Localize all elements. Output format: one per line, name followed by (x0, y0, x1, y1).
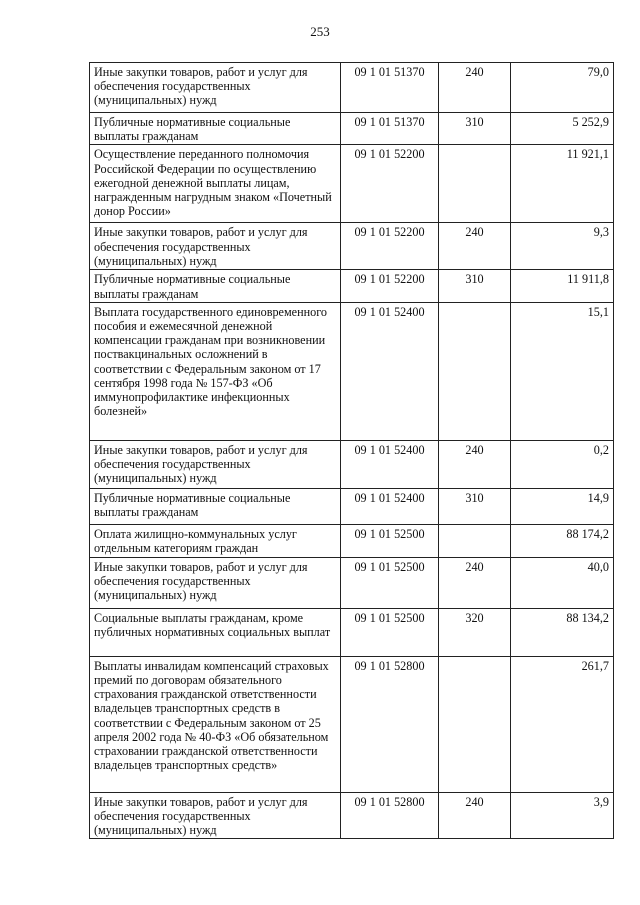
row-code: 09 1 01 52200 (341, 270, 439, 302)
table-row (90, 270, 614, 302)
row-name: Публичные нормативные социальные выплаты гражданам (90, 488, 341, 524)
row-code: 09 1 01 52500 (341, 608, 439, 656)
row-amount: 261,7 (511, 656, 614, 792)
table-row (90, 792, 614, 839)
row-name: Иные закупки товаров, работ и услуг для обеспечения государственных (муниципальных) нужд (90, 440, 341, 488)
row-type: 310 (439, 113, 511, 145)
table-row (90, 223, 614, 270)
row-name: Оплата жилищно-коммунальных услуг отдельным категориям граждан (90, 524, 341, 557)
table-row (90, 302, 614, 440)
row-amount: 14,9 (511, 488, 614, 524)
row-name: Социальные выплаты гражданам, кроме публичных нормативных социальных выплат (90, 608, 341, 656)
row-amount: 9,3 (511, 223, 614, 270)
row-type (439, 302, 511, 440)
row-name: Иные закупки товаров, работ и услуг для обеспечения государственных (муниципальных) нужд (90, 792, 341, 839)
table-row (90, 656, 614, 792)
row-code: 09 1 01 51370 (341, 113, 439, 145)
row-amount: 11 921,1 (511, 145, 614, 223)
row-type: 320 (439, 608, 511, 656)
row-name: Выплаты инвалидам компенсаций страховых премий по договорам обязательного страхования гражданской ответственности владельцев транспортных средств в соответствии с Федеральным законом от 25 апреля 2002 года № 40-ФЗ «Об обязательном страховании гражданской ответственности владельцев транспортных средств» (90, 656, 341, 792)
row-code: 09 1 01 52800 (341, 792, 439, 839)
table-row (90, 488, 614, 524)
row-amount: 88 174,2 (511, 524, 614, 557)
table-row (90, 63, 614, 113)
table-row (90, 524, 614, 557)
row-name: Иные закупки товаров, работ и услуг для обеспечения государственных (муниципальных) нужд (90, 63, 341, 113)
table-row (90, 113, 614, 145)
row-type: 240 (439, 792, 511, 839)
row-amount: 79,0 (511, 63, 614, 113)
row-amount: 15,1 (511, 302, 614, 440)
page-number: 253 (310, 24, 330, 39)
row-code: 09 1 01 52400 (341, 440, 439, 488)
row-name: Осуществление переданного полномочия Российской Федерации по осуществлению ежегодной денежной выплаты лицам, награжденным нагрудным знаком «Почетный донор России» (90, 145, 341, 223)
row-type (439, 524, 511, 557)
row-code: 09 1 01 52800 (341, 656, 439, 792)
row-type: 240 (439, 223, 511, 270)
row-name: Иные закупки товаров, работ и услуг для обеспечения государственных (муниципальных) нужд (90, 223, 341, 270)
table-row (90, 557, 614, 608)
row-amount: 0,2 (511, 440, 614, 488)
row-amount: 5 252,9 (511, 113, 614, 145)
row-code: 09 1 01 52200 (341, 223, 439, 270)
row-name: Выплата государственного единовременного пособия и ежемесячной денежной компенсации гражданам при возникновении поствакцинальных осложнений в соответствии с Федеральным законом от 17 сентября 1998 года № 157-ФЗ «Об иммунопрофилактике инфекционных болезней» (90, 302, 341, 440)
row-type: 310 (439, 270, 511, 302)
row-type (439, 656, 511, 792)
table-row (90, 608, 614, 656)
row-amount: 11 911,8 (511, 270, 614, 302)
row-name: Публичные нормативные социальные выплаты гражданам (90, 113, 341, 145)
row-code: 09 1 01 51370 (341, 63, 439, 113)
row-amount: 88 134,2 (511, 608, 614, 656)
row-type (439, 145, 511, 223)
row-code: 09 1 01 52400 (341, 302, 439, 440)
row-amount: 40,0 (511, 557, 614, 608)
budget-table (89, 62, 614, 839)
row-code: 09 1 01 52500 (341, 557, 439, 608)
table-row (90, 440, 614, 488)
row-type: 240 (439, 63, 511, 113)
row-type: 240 (439, 557, 511, 608)
row-name: Иные закупки товаров, работ и услуг для обеспечения государственных (муниципальных) нужд (90, 557, 341, 608)
row-type: 240 (439, 440, 511, 488)
row-code: 09 1 01 52400 (341, 488, 439, 524)
row-code: 09 1 01 52200 (341, 145, 439, 223)
row-name: Публичные нормативные социальные выплаты гражданам (90, 270, 341, 302)
table-row (90, 145, 614, 223)
row-type: 310 (439, 488, 511, 524)
row-amount: 3,9 (511, 792, 614, 839)
row-code: 09 1 01 52500 (341, 524, 439, 557)
